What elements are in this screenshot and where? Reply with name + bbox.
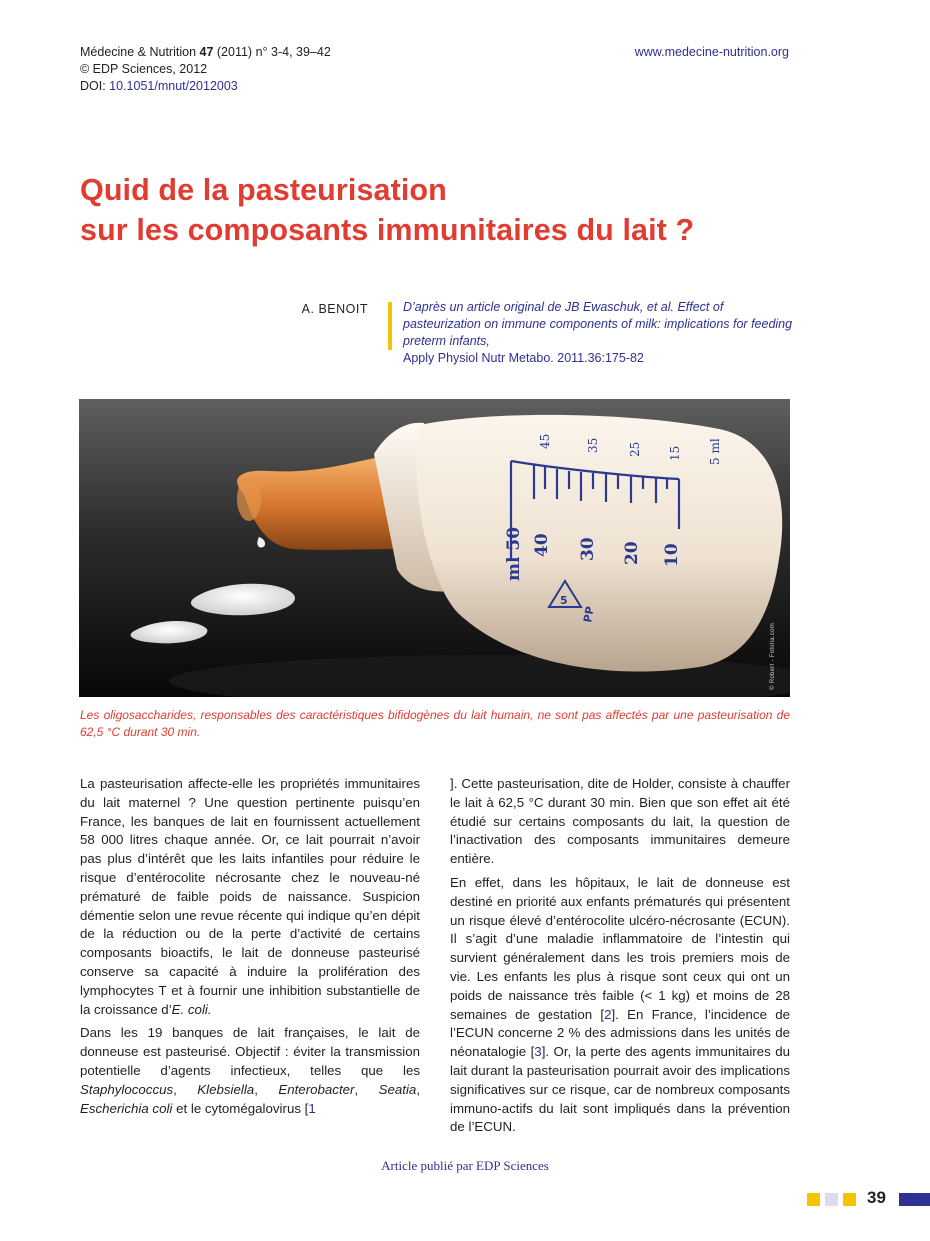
reference-link-1[interactable]: 1 <box>308 1100 316 1116</box>
reference-link-3[interactable]: 3 <box>534 1044 542 1060</box>
scale-label-30: 30 <box>578 537 598 561</box>
footer-square-yellow <box>807 1193 820 1206</box>
copyright-line: © EDP Sciences, 2012 <box>80 62 208 76</box>
doi-line: DOI: 10.1051/mnut/2012003 <box>80 79 238 93</box>
scale-label-35: 35 <box>586 437 600 453</box>
recycle-code: 5 <box>560 594 568 607</box>
photo-credit: © Robert - Fotolia.com <box>770 622 776 690</box>
source-journal: Apply Physiol Nutr Metabo. 2011.36:175-82 <box>403 351 644 365</box>
source-accent-bar <box>388 302 392 350</box>
scale-label-10: 10 <box>662 543 682 567</box>
author-name: A. BENOIT <box>301 302 368 316</box>
paragraph-2: Dans les 19 banques de lait françaises, le lait de donneuse est pasteurisé. Objectif : éviter la transmission potentielle d’agents infectieux, telles que les Staphylococcus, Klebsiella, Enterobacter, Seatia, Escherichia coli et le cytomégalovirus [1 <box>80 1025 421 1116</box>
article-title <box>80 170 840 250</box>
page-number: 39 <box>867 1188 886 1207</box>
scale-unit-label: ml 50 <box>504 526 524 581</box>
scale-label-20: 20 <box>622 541 642 565</box>
journal-header <box>80 44 480 95</box>
source-italic: D’après un article original de JB Ewaschuk, et al. Effect of pasteurization on immune components of milk: implications for feeding preterm infants, <box>403 300 793 348</box>
title-line-1: Quid de la pasteurisation <box>80 173 447 207</box>
footer-square-pale <box>825 1193 838 1206</box>
body-column-right <box>450 775 790 1142</box>
reference-link-2[interactable]: 2 <box>604 1006 612 1022</box>
paragraph-1: La pasteurisation affecte-elle les propriétés immunitaires du lait maternel ? Une question pertinente puisqu’en France, les banques de lait en fournissent actuellement 58 000 litres chaque année. Or, ce lait pourrait n’avoir pas plus d’intérêt que les laits infantiles pour réduire le risque d’entérocolite nécrosante chez le nouveau-né prématuré de faible poids de naissance. Suspicion démentie selon une revue récente qui indique qu’en dépit de la réduction ou de la perte d’activité de certains composants bioactifs, le lait de donneuse pasteurisé conserve sa capacité à induire la prolifération des lymphocytes T et à fournir une inhibition substantielle de la croissance d’E. coli. <box>80 776 420 1017</box>
paragraph-2-continued: ]. Cette pasteurisation, dite de Holder, consiste à chauffer le lait à 62,5 °C durant 30 min. Bien que son effet ait été étudié sur certains composants du lait, la question de l’inactivation des composants immunitaires demeure entière. <box>450 776 790 867</box>
figure-caption: Les oligosaccharides, responsables des caractéristiques bifidogènes du lait humain, ne sont pas affectés par une pasteurisation de 62,5 °C durant 30 min. <box>80 708 790 739</box>
recycle-material: PP <box>581 605 597 624</box>
website-link[interactable]: www.medecine-nutrition.org <box>634 45 789 59</box>
scale-label-40: 40 <box>532 533 552 557</box>
footer-bar <box>899 1193 930 1206</box>
body-column-left <box>80 775 420 1123</box>
footer-square-yellow-2 <box>843 1193 856 1206</box>
publisher-note: Article publié par EDP Sciences <box>381 1158 549 1173</box>
title-line-2: sur les composants immunitaires du lait ? <box>80 213 695 247</box>
journal-citation: Médecine & Nutrition 47 (2011) n° 3-4, 39–42 <box>80 45 331 59</box>
doi-link[interactable]: 10.1051/mnut/2012003 <box>109 79 238 93</box>
scale-label-45: 45 <box>538 433 552 449</box>
paragraph-3: En effet, dans les hôpitaux, le lait de donneuse est destiné en priorité aux enfants prématurés qui présentent un risque élevé d’entérocolite ulcéro-nécrosante (ECUN). Il s’agit d’une maladie inflammatoire de l’intestin qui survient généralement dans les trois premiers mois de vie. Les enfants les plus à risque sont ceux qui ont un poids de naissance très faible (< 1 kg) et moins de 28 semaines de gestation [2]. En France, l’incidence de l’ECUN concerne 2 % des admissions dans les unités de néonatalogie [3]. Or, la perte des agents immunitaires du lait durant la pasteurisation pourrait avoir des implications significatives sur ce risque, car de nombreux composants immuno-actifs du lait sont impliqués dans la prévention de l’ECUN. <box>450 874 790 1135</box>
source-reference <box>403 299 803 367</box>
baby-bottle-photo <box>79 399 790 697</box>
scale-label-15: 15 <box>668 445 682 461</box>
scale-label-25: 25 <box>628 441 642 457</box>
scale-label-5ml: 5 ml <box>708 438 722 465</box>
